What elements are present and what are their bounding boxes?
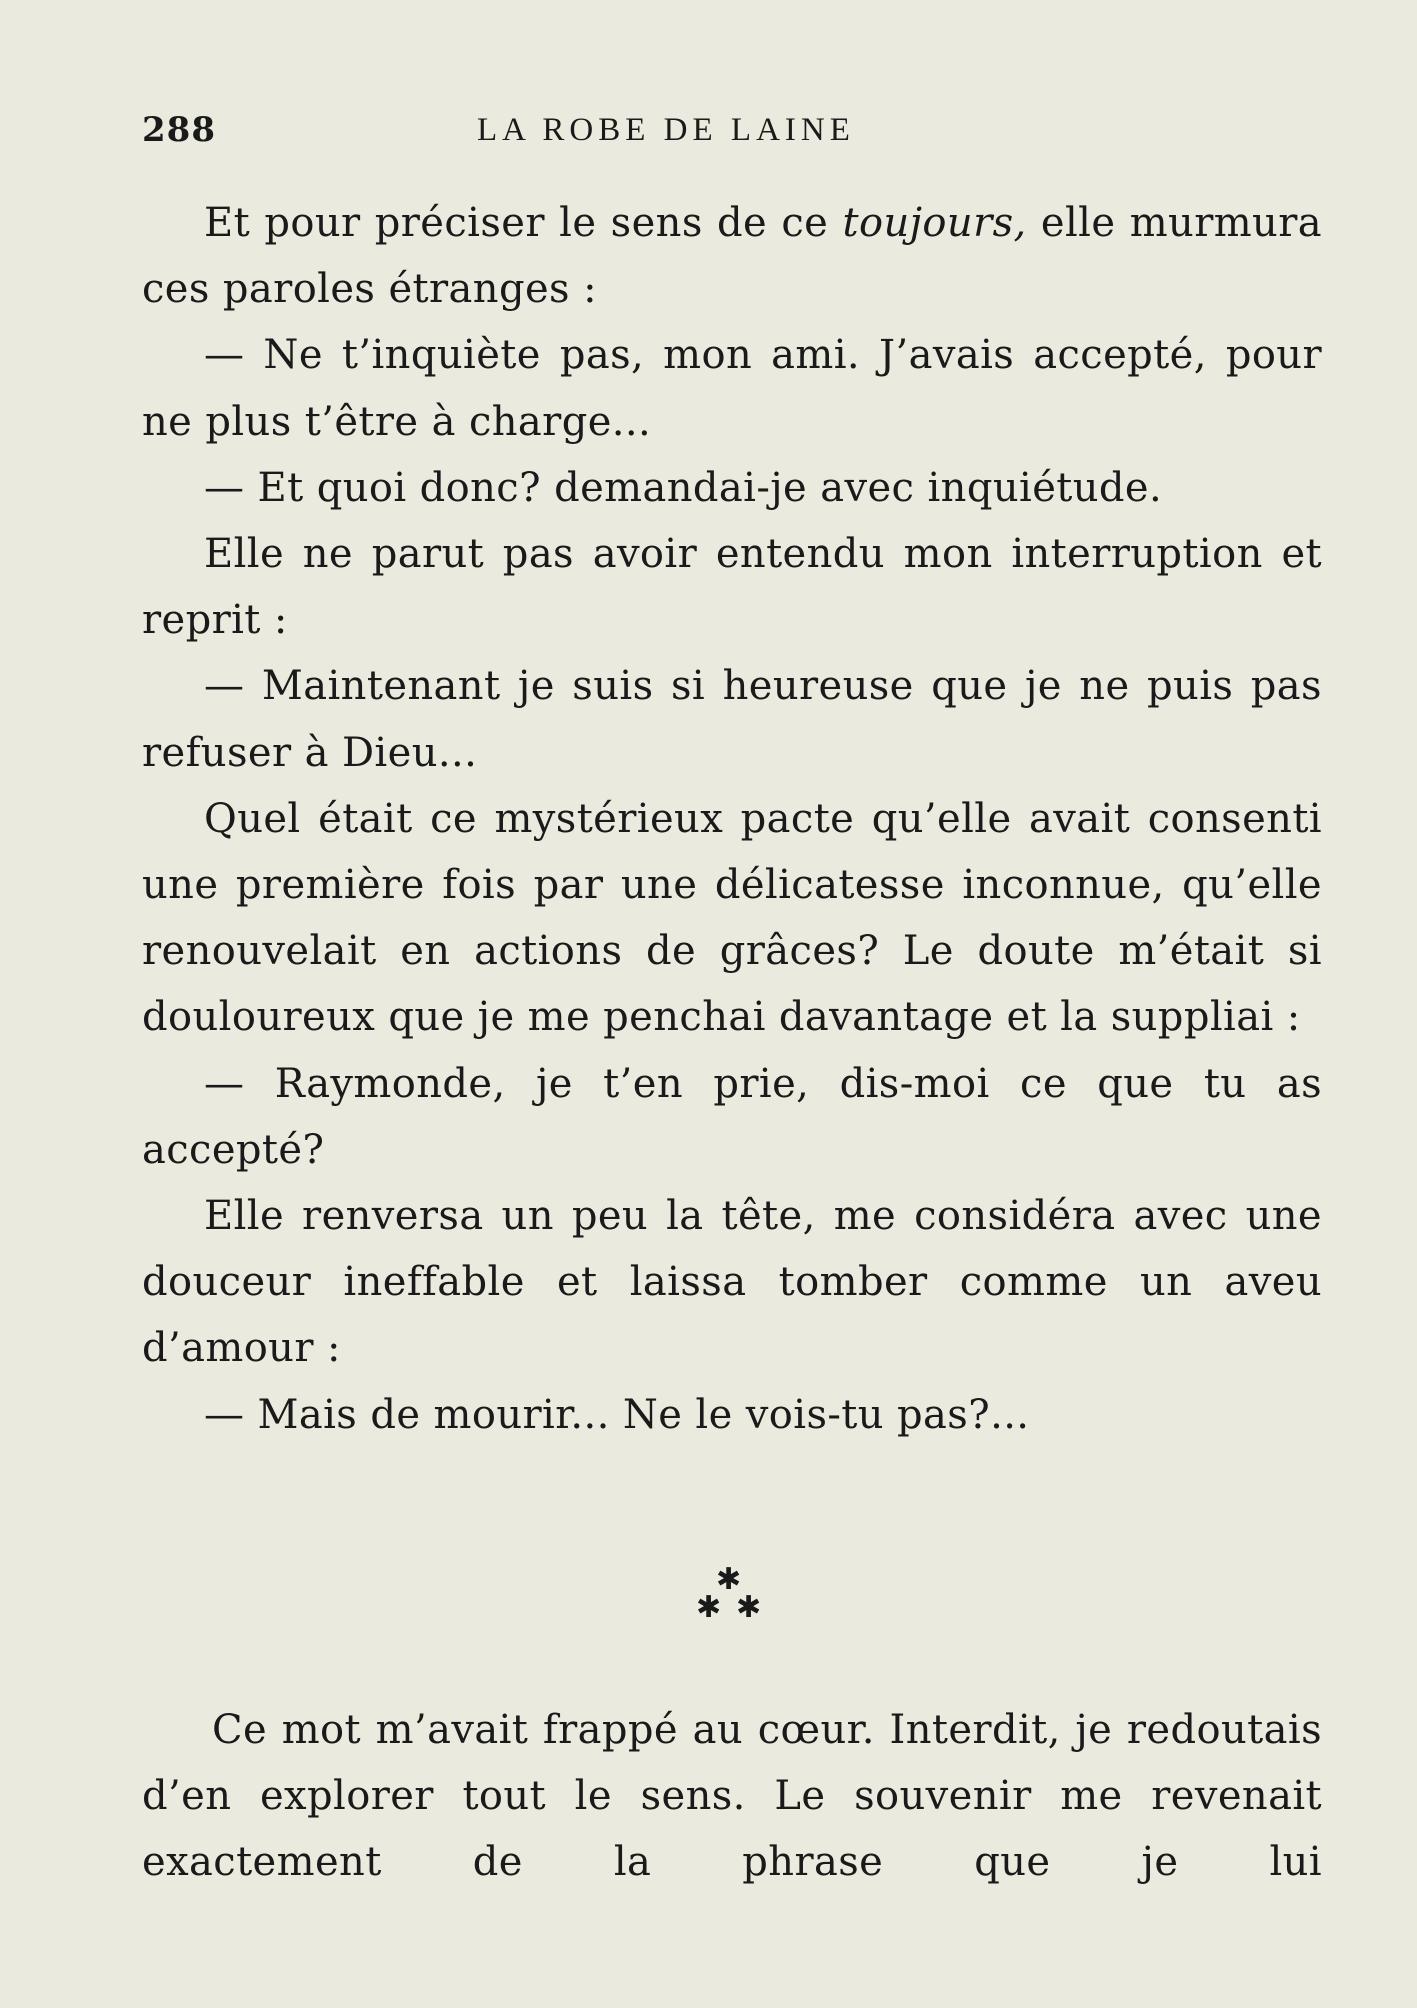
dialogue-paragraph: — Et quoi donc? demandai-je avec inquiétude. bbox=[204, 464, 1163, 511]
asterisk-icon: ✱ bbox=[736, 1590, 762, 1625]
asterisk-icon: ✱ bbox=[716, 1562, 742, 1597]
running-title: LA ROBE DE LAINE bbox=[477, 112, 855, 148]
paragraph: Quel était ce mystérieux pacte qu’elle avait consenti une première fois par une délicatesse inconnue, qu’elle renouvelait en actions de grâces? Le doute m’était si douloureux que je me penchai davantage et la suppliai : bbox=[142, 795, 1322, 1041]
paragraph: Elle renversa un peu la tête, me considéra avec une douceur ineffable et laissa tomber comme un aveu d’amour : bbox=[142, 1193, 1322, 1372]
paragraph: Ce mot m’avait frappé au cœur. Interdit, je redoutais d’en explorer tout le sens. Le souvenir me revenait exactement de la phrase que je lui bbox=[142, 1707, 1322, 1886]
body-text bbox=[142, 190, 1322, 1448]
dialogue-paragraph: — Ne t’inquiète pas, mon ami. J’avais accepté, pour ne plus t’être à charge... bbox=[142, 332, 1322, 445]
paragraph: Et pour préciser le sens de ce toujours, elle murmura ces paroles étranges : bbox=[142, 200, 1322, 313]
emphasis: toujours, bbox=[842, 200, 1027, 246]
page-number: 288 bbox=[142, 110, 216, 150]
paragraph: Elle ne parut pas avoir entendu mon interruption et reprit : bbox=[142, 531, 1322, 644]
continuation-text bbox=[142, 1697, 1322, 1896]
dialogue-paragraph: — Maintenant je suis si heureuse que je ne puis pas refuser à Dieu... bbox=[142, 663, 1322, 776]
page-header bbox=[142, 110, 1322, 160]
asterism-ornament bbox=[690, 1562, 762, 1635]
dialogue-paragraph: — Raymonde, je t’en prie, dis-moi ce que tu as accepté? bbox=[142, 1060, 1322, 1173]
asterisk-icon: ✱ bbox=[696, 1590, 722, 1625]
dialogue-paragraph: — Mais de mourir... Ne le vois-tu pas?... bbox=[204, 1391, 1030, 1438]
